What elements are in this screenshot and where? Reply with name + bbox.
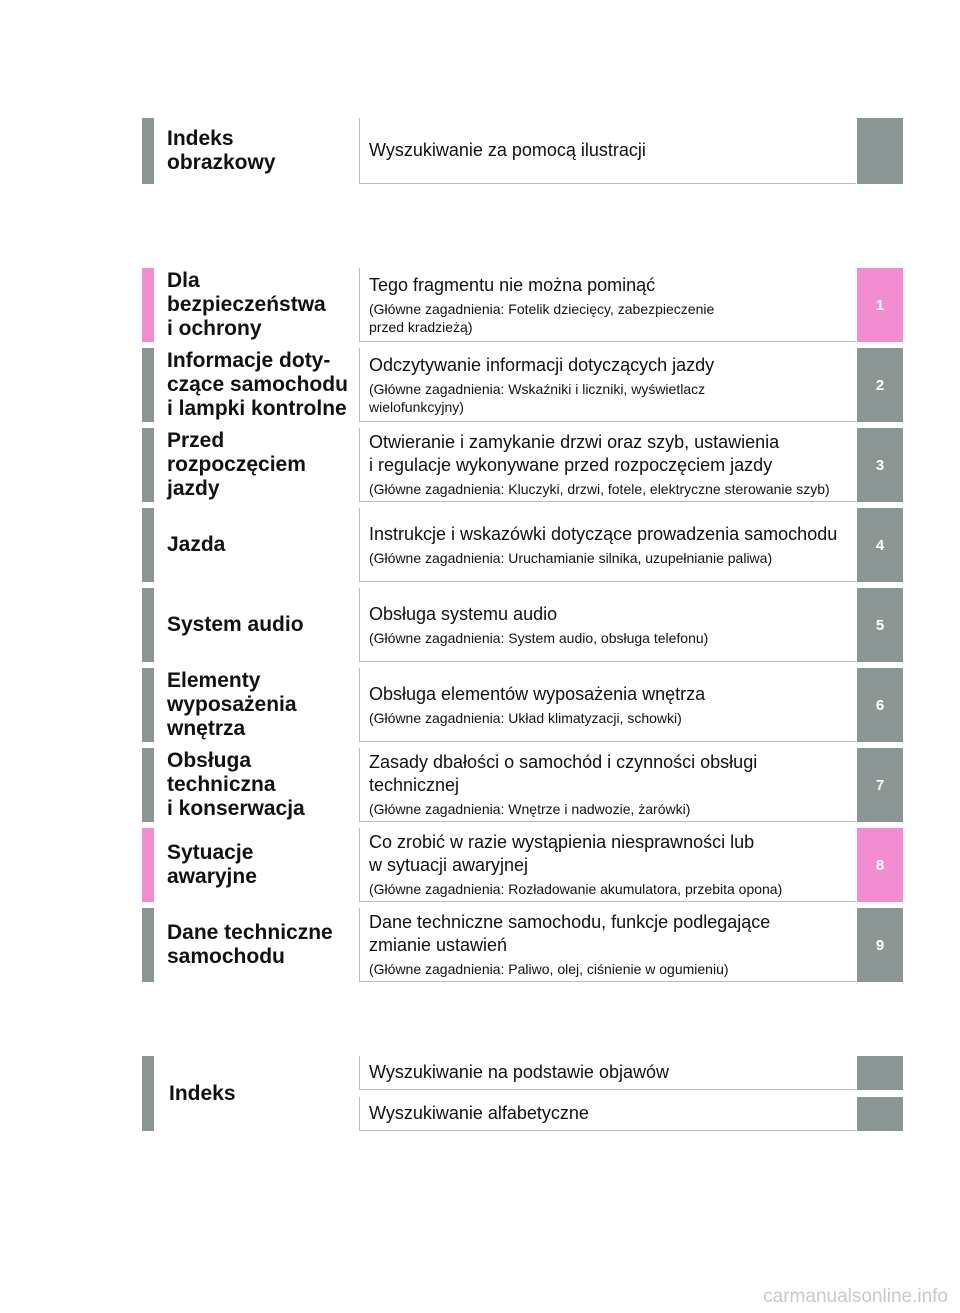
chapter-topics: (Główne zagadnienia: Układ klimatyzacji, schowki) [369,709,682,726]
chapter-title: System audio [167,613,304,636]
chapter-description-panel [359,908,856,982]
chapter-tab[interactable] [857,828,903,902]
chapter-row-4[interactable] [0,508,960,582]
picture-index-tab[interactable] [857,118,903,184]
index-title: Indeks [169,1082,236,1105]
chapter-number: 4 [875,536,885,554]
chapter-row-3[interactable] [0,428,960,502]
chapter-title: Jazda [167,533,226,556]
chapter-marker-bar [142,908,154,982]
chapter-topics: (Główne zagadnienia: System audio, obsługa telefonu) [369,629,709,646]
chapter-description-panel [359,508,856,582]
chapter-description-panel [359,748,856,822]
chapter-description: Dane techniczne samochodu, funkcje podlegające zmianie ustawień [369,912,771,955]
picture-index-row[interactable] [0,118,960,184]
chapter-marker-bar [142,748,154,822]
index-tab-symptoms[interactable] [857,1056,903,1090]
index-item-alphabetical[interactable] [359,1097,856,1131]
chapter-number: 9 [875,936,885,954]
chapter-marker-bar [142,428,154,502]
chapter-description: Zasady dbałości o samochód i czynności obsługi technicznej [369,752,758,795]
chapter-description-panel [359,828,856,902]
chapter-topics: (Główne zagadnienia: Uruchamianie silnika, uzupełnianie paliwa) [369,549,773,566]
index-item-label: Wyszukiwanie alfabetyczne [369,1103,589,1123]
chapter-topics: (Główne zagadnienia: Wskaźniki i liczniki, wyświetlacz wielofunkcyjny) [369,380,706,415]
chapter-marker-bar [142,668,154,742]
chapter-title: Elementy wyposażenia wnętrza [167,669,297,740]
chapter-tab[interactable] [857,668,903,742]
chapter-title: Sytuacje awaryjne [167,841,257,888]
chapter-topics: (Główne zagadnienia: Paliwo, olej, ciśnienie w ogumieniu) [369,961,729,977]
index-section [0,1056,960,1131]
chapter-marker-bar [142,268,154,342]
chapter-row-6[interactable] [0,668,960,742]
chapter-description-panel [359,428,856,502]
chapter-topics: (Główne zagadnienia: Fotelik dziecięcy, zabezpieczenie przed kradzieżą) [369,300,715,335]
chapter-number: 3 [875,456,885,474]
index-item-label: Wyszukiwanie na podstawie objawów [369,1062,669,1082]
chapter-tab[interactable] [857,508,903,582]
chapter-description: Instrukcje i wskazówki dotyczące prowadzenia samochodu [369,523,838,544]
section-marker-bar [142,118,154,184]
chapter-title: Dla bezpieczeństwa i ochrony [167,269,326,340]
chapter-description-panel [359,268,856,342]
chapter-description: Obsługa systemu audio [369,603,558,624]
picture-index-description: Wyszukiwanie za pomocą ilustracji [369,140,646,160]
chapter-marker-bar [142,348,154,422]
chapter-description-panel [359,668,856,742]
chapter-tab[interactable] [857,748,903,822]
chapter-number: 1 [875,296,885,314]
chapter-title: Obsługa techniczna i konserwacja [167,749,305,820]
chapter-title: Informacje doty- czące samochodu i lampki kontrolne [167,349,348,420]
chapter-tab[interactable] [857,428,903,502]
chapter-description-panel [359,588,856,662]
chapter-number: 6 [875,696,885,714]
picture-index-title: Indeks obrazkowy [167,127,276,174]
chapter-row-7[interactable] [0,748,960,822]
index-tab-alphabetical[interactable] [857,1097,903,1131]
chapter-topics: (Główne zagadnienia: Wnętrze i nadwozie, żarówki) [369,801,691,817]
chapter-tab[interactable] [857,588,903,662]
chapter-description-panel [359,348,856,422]
chapter-title: Przed rozpoczęciem jazdy [167,429,306,500]
chapter-marker-bar [142,588,154,662]
chapter-description: Odczytywanie informacji dotyczących jazdy [369,354,715,375]
section-marker-bar [142,1056,154,1131]
chapter-tab[interactable] [857,348,903,422]
picture-index-panel [359,118,856,184]
chapter-row-9[interactable] [0,908,960,982]
chapter-topics: (Główne zagadnienia: Rozładowanie akumulatora, przebita opona) [369,881,783,897]
chapter-description: Tego fragmentu nie można pominąć [369,274,656,295]
chapter-row-5[interactable] [0,588,960,662]
chapter-tab[interactable] [857,908,903,982]
chapter-topics: (Główne zagadnienia: Kluczyki, drzwi, fotele, elektryczne sterowanie szyb) [369,481,830,497]
watermark: carmanualsonline.info [763,1286,948,1307]
chapter-row-2[interactable] [0,348,960,422]
chapter-marker-bar [142,508,154,582]
chapter-tab[interactable] [857,268,903,342]
index-item-symptoms[interactable] [359,1056,856,1090]
chapter-title: Dane techniczne samochodu [167,921,333,968]
chapter-row-1[interactable] [0,268,960,342]
chapter-description: Obsługa elementów wyposażenia wnętrza [369,683,706,704]
chapter-number: 5 [875,616,885,634]
chapter-row-8[interactable] [0,828,960,902]
chapter-marker-bar [142,828,154,902]
chapter-description: Co zrobić w razie wystąpienia niesprawności lub w sytuacji awaryjnej [369,832,755,875]
chapter-number: 8 [875,856,885,874]
chapter-number: 2 [875,376,885,394]
chapter-description: Otwieranie i zamykanie drzwi oraz szyb, ustawienia i regulacje wykonywane przed rozpoczęciem jazdy [369,432,780,475]
chapter-number: 7 [875,776,885,794]
